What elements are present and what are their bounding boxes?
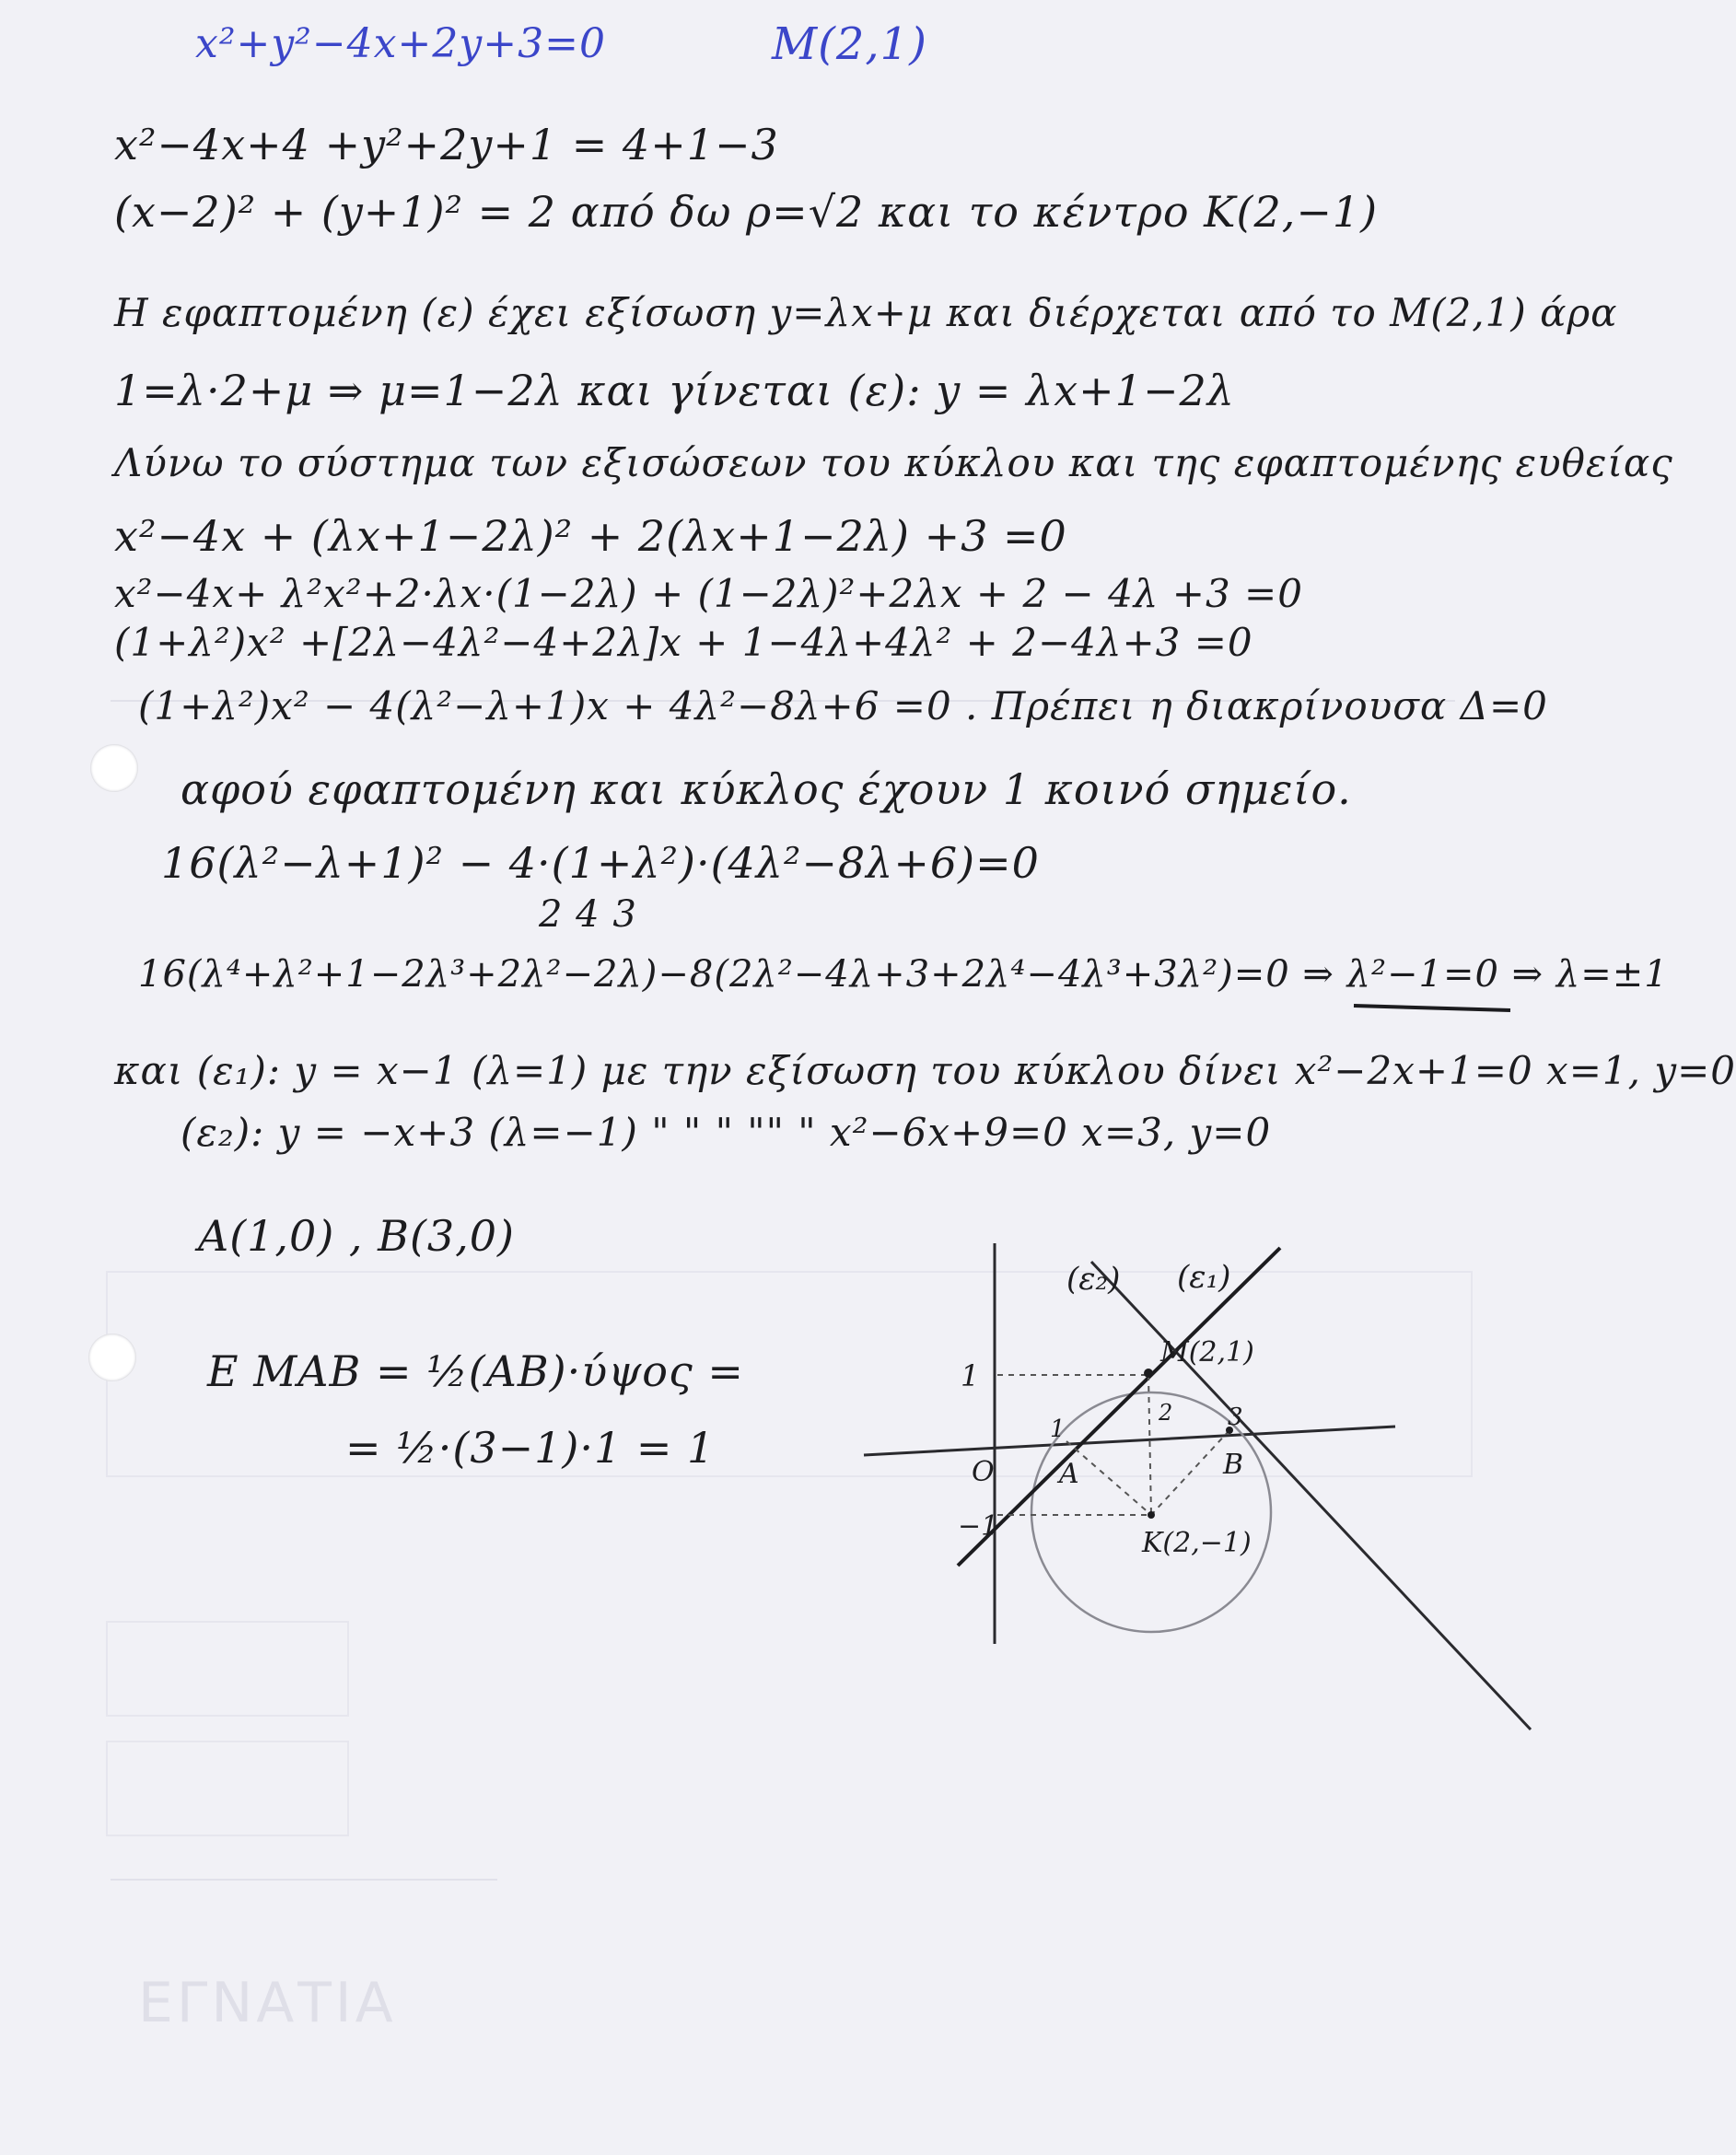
solution-line: Λύνω το σύστημα των εξισώσεων του κύκλου και της εφαπτομένης ευθείας [114, 440, 1673, 485]
tick-label-x3: 3 [1228, 1404, 1243, 1431]
tangent-line-e2 [1091, 1262, 1531, 1730]
solution-line: (x−2)² + (y+1)² = 2 από δω ρ=√2 και το κέντρο Κ(2,−1) [114, 187, 1379, 237]
solution-line: Η εφαπτομένη (ε) έχει εξίσωση y=λx+μ και διέρχεται από το Μ(2,1) άρα [114, 290, 1618, 335]
label-e2: (ε₂) [1066, 1261, 1121, 1298]
label-origin: O [972, 1456, 995, 1488]
point-m [1144, 1369, 1153, 1378]
solution-line: (1+λ²)x² +[2λ−4λ²−4+2λ]x + 1−4λ+4λ² + 2−4λ+3 =0 [114, 620, 1253, 665]
point-k [1148, 1511, 1155, 1519]
solution-line: (ε₂): y = −x+3 (λ=−1) " " " "" " x²−6x+9=0 x=3, y=0 [181, 1110, 1272, 1155]
label-k: K(2,−1) [1142, 1527, 1252, 1559]
label-m: M(2,1) [1160, 1336, 1254, 1369]
tick-label-y-minus1: −1 [958, 1510, 999, 1543]
solution-line: A(1,0) , B(3,0) [198, 1211, 515, 1261]
tick-label-y1: 1 [961, 1358, 980, 1393]
area-formula: E ΜΑΒ = ½(AB)·ύψος = [207, 1346, 744, 1396]
x-axis [864, 1427, 1395, 1455]
solution-line: 1=λ·2+μ ⇒ μ=1−2λ και γίνεται (ε): y = λx+1−2λ [114, 366, 1235, 415]
problem-point: Μ(2,1) [772, 18, 927, 70]
solution-line: αφού εφαπτομένη και κύκλος έχουν 1 κοινό σημείο. [181, 764, 1352, 814]
solution-line: x²−4x+4 +y²+2y+1 = 4+1−3 [114, 120, 779, 169]
solution-line: 16(λ²−λ+1)² − 4·(1+λ²)·(4λ²−8λ+6)=0 [161, 838, 1040, 888]
solution-line: 2 4 3 [539, 893, 637, 936]
solution-line: 16(λ⁴+λ²+1−2λ³+2λ²−2λ)−8(2λ²−4λ+3+2λ⁴−4λ³+3λ²)=0 ⇒ λ²−1=0 ⇒ λ=±1 [138, 953, 1669, 996]
problem-equation: x²+y²−4x+2y+3=0 [195, 20, 606, 67]
tick-label-x1: 1 [1050, 1415, 1066, 1443]
solution-line: και (ε₁): y = x−1 (λ=1) με την εξίσωση του κύκλου δίνει x²−2x+1=0 x=1, y=0 [114, 1048, 1736, 1093]
solution-line: (1+λ²)x² − 4(λ²−λ+1)x + 4λ²−8λ+6 =0 . Πρέπει η διακρίνουσα Δ=0 [138, 683, 1548, 728]
solution-line: x²−4x + (λx+1−2λ)² + 2(λx+1−2λ) +3 =0 [114, 511, 1067, 561]
label-a: A [1059, 1458, 1079, 1490]
label-b: B [1223, 1449, 1244, 1481]
bleed-through-logo: ΕΓΝΑΤΙΑ [138, 1971, 397, 2035]
solution-line: x²−4x+ λ²x²+2·λx·(1−2λ) + (1−2λ)²+2λx + 2 − 4λ +3 =0 [114, 571, 1303, 616]
area-result: = ½·(3−1)·1 = 1 [345, 1423, 716, 1473]
tick-label-x2: 2 [1159, 1400, 1173, 1426]
label-e1: (ε₁) [1177, 1259, 1231, 1296]
